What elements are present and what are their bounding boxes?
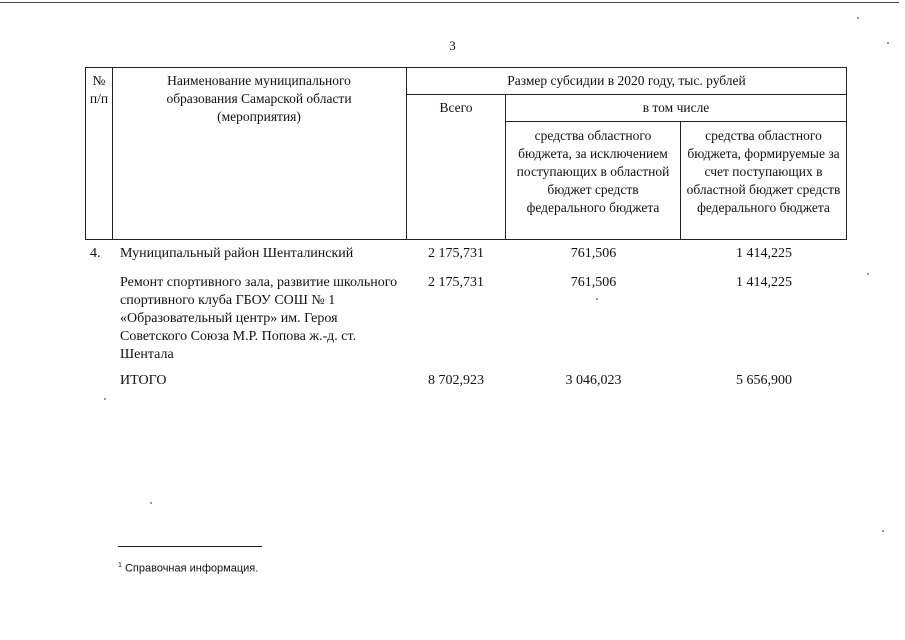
- row-total: 2 175,731: [428, 275, 484, 290]
- row-name: ИТОГО: [120, 373, 167, 388]
- table-header: [85, 67, 847, 240]
- row-name: Муниципальный район Шенталинский: [120, 246, 354, 261]
- footnote: [118, 562, 258, 575]
- row-number: 4.: [90, 246, 101, 261]
- scan-speck: [882, 530, 884, 532]
- row-regional: 761,506: [570, 275, 617, 290]
- row-federal: 5 656,900: [736, 373, 792, 388]
- row-total: 8 702,923: [428, 373, 484, 388]
- header-amount-group: Размер субсидии в 2020 году, тыс. рублей: [507, 73, 746, 88]
- row-regional: 761,506: [570, 246, 617, 261]
- scan-speck: [857, 17, 859, 19]
- scan-speck: [150, 502, 152, 504]
- header-total: Всего: [439, 100, 473, 115]
- scan-speck: [887, 42, 889, 44]
- header-including: в том числе: [642, 100, 710, 115]
- row-total: 2 175,731: [428, 246, 484, 261]
- row-federal: 1 414,225: [736, 246, 792, 261]
- scan-speck: [104, 398, 106, 400]
- scan-speck: [867, 273, 869, 275]
- footnote-marker: 1: [118, 562, 122, 569]
- footnote-separator: [118, 546, 262, 547]
- page-top-edge: [0, 2, 899, 3]
- scan-speck: [596, 298, 598, 300]
- header-name: Наименование муниципального образования Самарской области (мероприятия): [166, 73, 352, 124]
- footnote-text: Справочная информация.: [124, 562, 259, 575]
- header-number: № п/п: [89, 73, 109, 106]
- header-regional-funds: средства областного бюджета, за исключением поступающих в областной бюджет средств федерального бюджета: [516, 128, 670, 215]
- header-federal-funds: средства областного бюджета, формируемые за счет поступающих в областной бюджет средств федерального бюджета: [686, 128, 841, 215]
- row-federal: 1 414,225: [736, 275, 792, 290]
- row-name: Ремонт спортивного зала, развитие школьного спортивного клуба ГБОУ СОШ № 1 «Образовательный центр» им. Героя Советского Союза М.Р. Попова ж.-д. ст. Шентала: [120, 275, 398, 362]
- page-number: 3: [449, 38, 456, 53]
- row-regional: 3 046,023: [565, 373, 622, 388]
